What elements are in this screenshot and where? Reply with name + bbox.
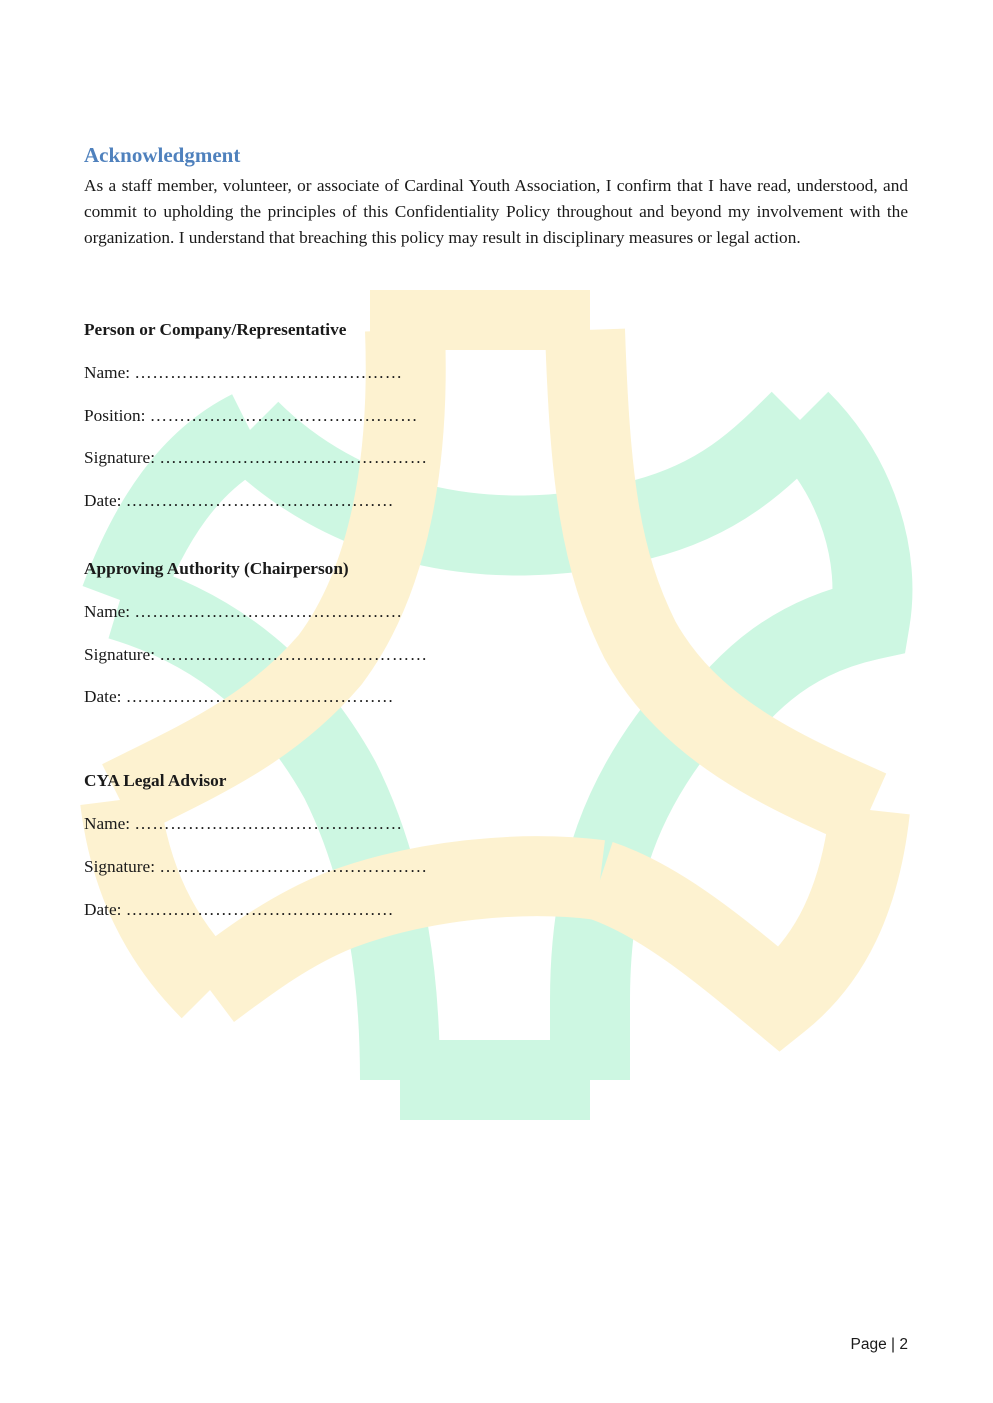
field-label: Date: xyxy=(84,491,126,510)
field-person-position[interactable] xyxy=(84,406,418,426)
field-label: Name: xyxy=(84,814,135,833)
field-label: Name: xyxy=(84,602,135,621)
signature-line: ……………………………………… xyxy=(134,363,403,382)
field-label: Name: xyxy=(84,363,135,382)
acknowledgment-paragraph: As a staff member, volunteer, or associate of Cardinal Youth Association, I confirm that I have read, understood, and commit to upholding the principles of this Confidentiality Policy throughout and beyond my involvement with the organization. I understand that breaching this policy may result in disciplinary measures or legal action. xyxy=(84,176,908,247)
field-authority-signature[interactable] xyxy=(84,645,428,665)
signature-line: ……………………………………… xyxy=(134,814,403,833)
field-legal-date[interactable] xyxy=(84,900,394,920)
section-title-person-representative: Person or Company/Representative xyxy=(84,320,347,339)
section-title-approving-authority: Approving Authority (Chairperson) xyxy=(84,559,349,578)
field-authority-date[interactable] xyxy=(84,687,394,707)
field-label: Signature: xyxy=(84,857,160,876)
field-label: Date: xyxy=(84,687,126,706)
section-title-legal-advisor: CYA Legal Advisor xyxy=(84,771,227,790)
field-legal-name[interactable] xyxy=(84,814,403,834)
watermark-green-upper-arc xyxy=(250,420,800,536)
field-person-name[interactable] xyxy=(84,363,403,383)
field-label: Date: xyxy=(84,900,126,919)
field-legal-signature[interactable] xyxy=(84,857,428,877)
page-number-footer: Page | 2 xyxy=(850,1336,908,1353)
field-authority-name[interactable] xyxy=(84,602,403,622)
signature-line: ……………………………………… xyxy=(159,857,428,876)
signature-line: ……………………………………… xyxy=(149,406,419,425)
signature-line: ……………………………………… xyxy=(159,645,428,664)
field-label: Signature: xyxy=(84,645,160,664)
field-label: Signature: xyxy=(84,448,160,467)
field-person-signature[interactable] xyxy=(84,448,428,468)
field-person-date[interactable] xyxy=(84,491,394,511)
signature-line: ……………………………………… xyxy=(125,491,394,510)
signature-line: ……………………………………… xyxy=(134,602,403,621)
signature-line: ……………………………………… xyxy=(159,448,428,467)
field-label: Position: xyxy=(84,406,150,425)
signature-line: ……………………………………… xyxy=(125,900,394,919)
signature-line: ……………………………………… xyxy=(125,687,394,706)
acknowledgment-heading: Acknowledgment xyxy=(84,143,241,167)
